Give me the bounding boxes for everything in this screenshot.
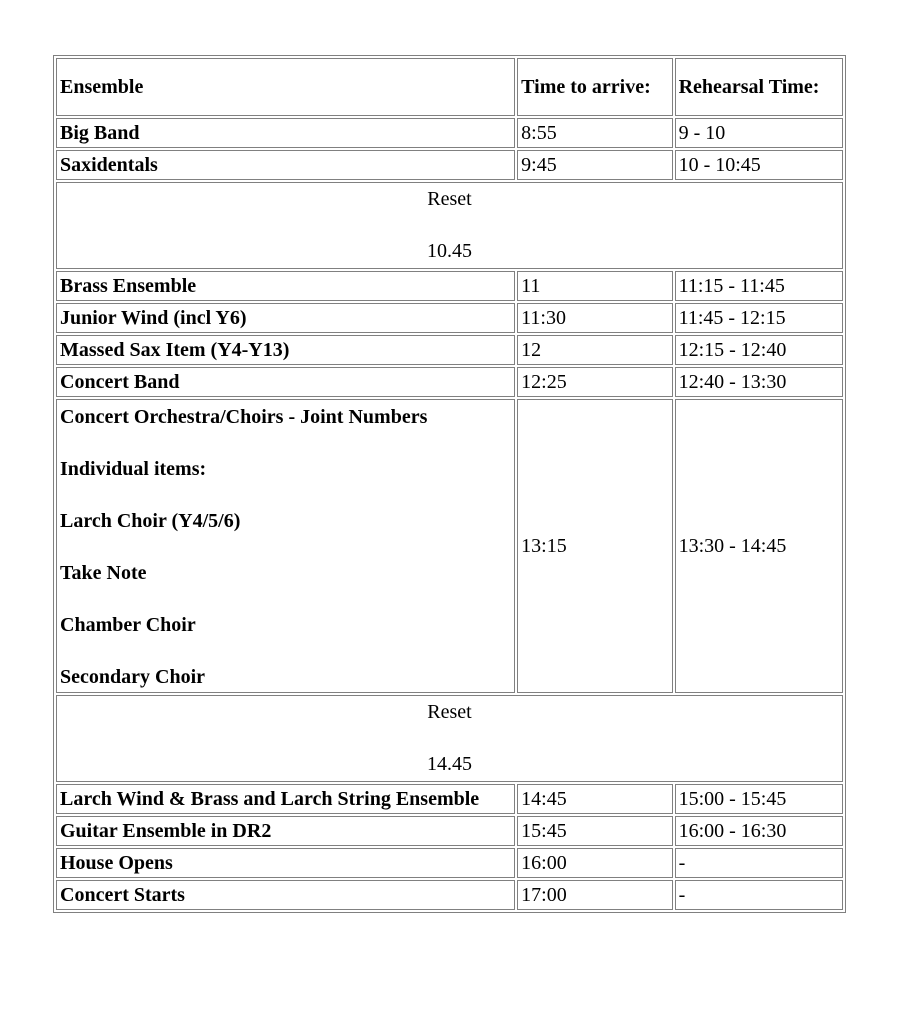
reset-time: 10.45 [427, 240, 472, 262]
ensemble-cell: House Opens [56, 848, 515, 878]
header-time-to-arrive: Time to arrive: [517, 58, 672, 116]
table-row [56, 150, 843, 180]
arrive-cell: 9:45 [517, 150, 672, 180]
rehearsal-cell: 13:30 - 14:45 [675, 399, 843, 693]
header-rehearsal-time: Rehearsal Time: [675, 58, 843, 116]
header-ensemble: Ensemble [56, 58, 515, 116]
rehearsal-cell: 12:15 - 12:40 [675, 335, 843, 365]
table-row [56, 784, 843, 814]
arrive-cell: 12 [517, 335, 672, 365]
arrive-cell: 12:25 [517, 367, 672, 397]
reset-label: Reset [427, 701, 472, 723]
ensemble-line: Chamber Choir [60, 614, 196, 636]
rehearsal-cell: 15:00 - 15:45 [675, 784, 843, 814]
ensemble-cell: Junior Wind (incl Y6) [56, 303, 515, 333]
rehearsal-cell: 11:15 - 11:45 [675, 271, 843, 301]
table-row [56, 816, 843, 846]
arrive-cell: 14:45 [517, 784, 672, 814]
rehearsal-cell: 9 - 10 [675, 118, 843, 148]
reset-cell [56, 182, 843, 269]
ensemble-line: Concert Orchestra/Choirs - Joint Numbers [60, 406, 428, 428]
table-row [56, 399, 843, 693]
ensemble-cell: Guitar Ensemble in DR2 [56, 816, 515, 846]
ensemble-line: Individual items: [60, 458, 207, 480]
rehearsal-cell: 11:45 - 12:15 [675, 303, 843, 333]
rehearsal-cell: 12:40 - 13:30 [675, 367, 843, 397]
arrive-cell: 13:15 [517, 399, 672, 693]
ensemble-cell: Massed Sax Item (Y4-Y13) [56, 335, 515, 365]
rehearsal-cell: - [675, 880, 843, 910]
rehearsal-cell: 10 - 10:45 [675, 150, 843, 180]
ensemble-cell: Concert Band [56, 367, 515, 397]
rehearsal-cell: - [675, 848, 843, 878]
table-row [56, 303, 843, 333]
arrive-cell: 8:55 [517, 118, 672, 148]
table-row [56, 880, 843, 910]
ensemble-cell [56, 399, 515, 693]
ensemble-cell: Saxidentals [56, 150, 515, 180]
reset-cell [56, 695, 843, 782]
ensemble-cell: Larch Wind & Brass and Larch String Ensemble [56, 784, 515, 814]
reset-row [56, 182, 843, 269]
ensemble-cell: Big Band [56, 118, 515, 148]
arrive-cell: 15:45 [517, 816, 672, 846]
spacer [60, 725, 839, 751]
ensemble-line: Take Note [60, 562, 147, 584]
ensemble-line: Larch Choir (Y4/5/6) [60, 510, 241, 532]
ensemble-line: Secondary Choir [60, 666, 205, 688]
spacer [60, 212, 839, 238]
reset-label: Reset [427, 188, 472, 210]
arrive-cell: 17:00 [517, 880, 672, 910]
rehearsal-schedule-table [53, 55, 846, 913]
table-row [56, 848, 843, 878]
rehearsal-cell: 16:00 - 16:30 [675, 816, 843, 846]
arrive-cell: 11 [517, 271, 672, 301]
ensemble-cell: Brass Ensemble [56, 271, 515, 301]
table-row [56, 335, 843, 365]
ensemble-cell: Concert Starts [56, 880, 515, 910]
arrive-cell: 11:30 [517, 303, 672, 333]
header-row [56, 58, 843, 116]
table-row [56, 367, 843, 397]
table-row [56, 118, 843, 148]
arrive-cell: 16:00 [517, 848, 672, 878]
table-row [56, 271, 843, 301]
reset-time: 14.45 [427, 753, 472, 775]
schedule-container [53, 55, 846, 913]
reset-row [56, 695, 843, 782]
